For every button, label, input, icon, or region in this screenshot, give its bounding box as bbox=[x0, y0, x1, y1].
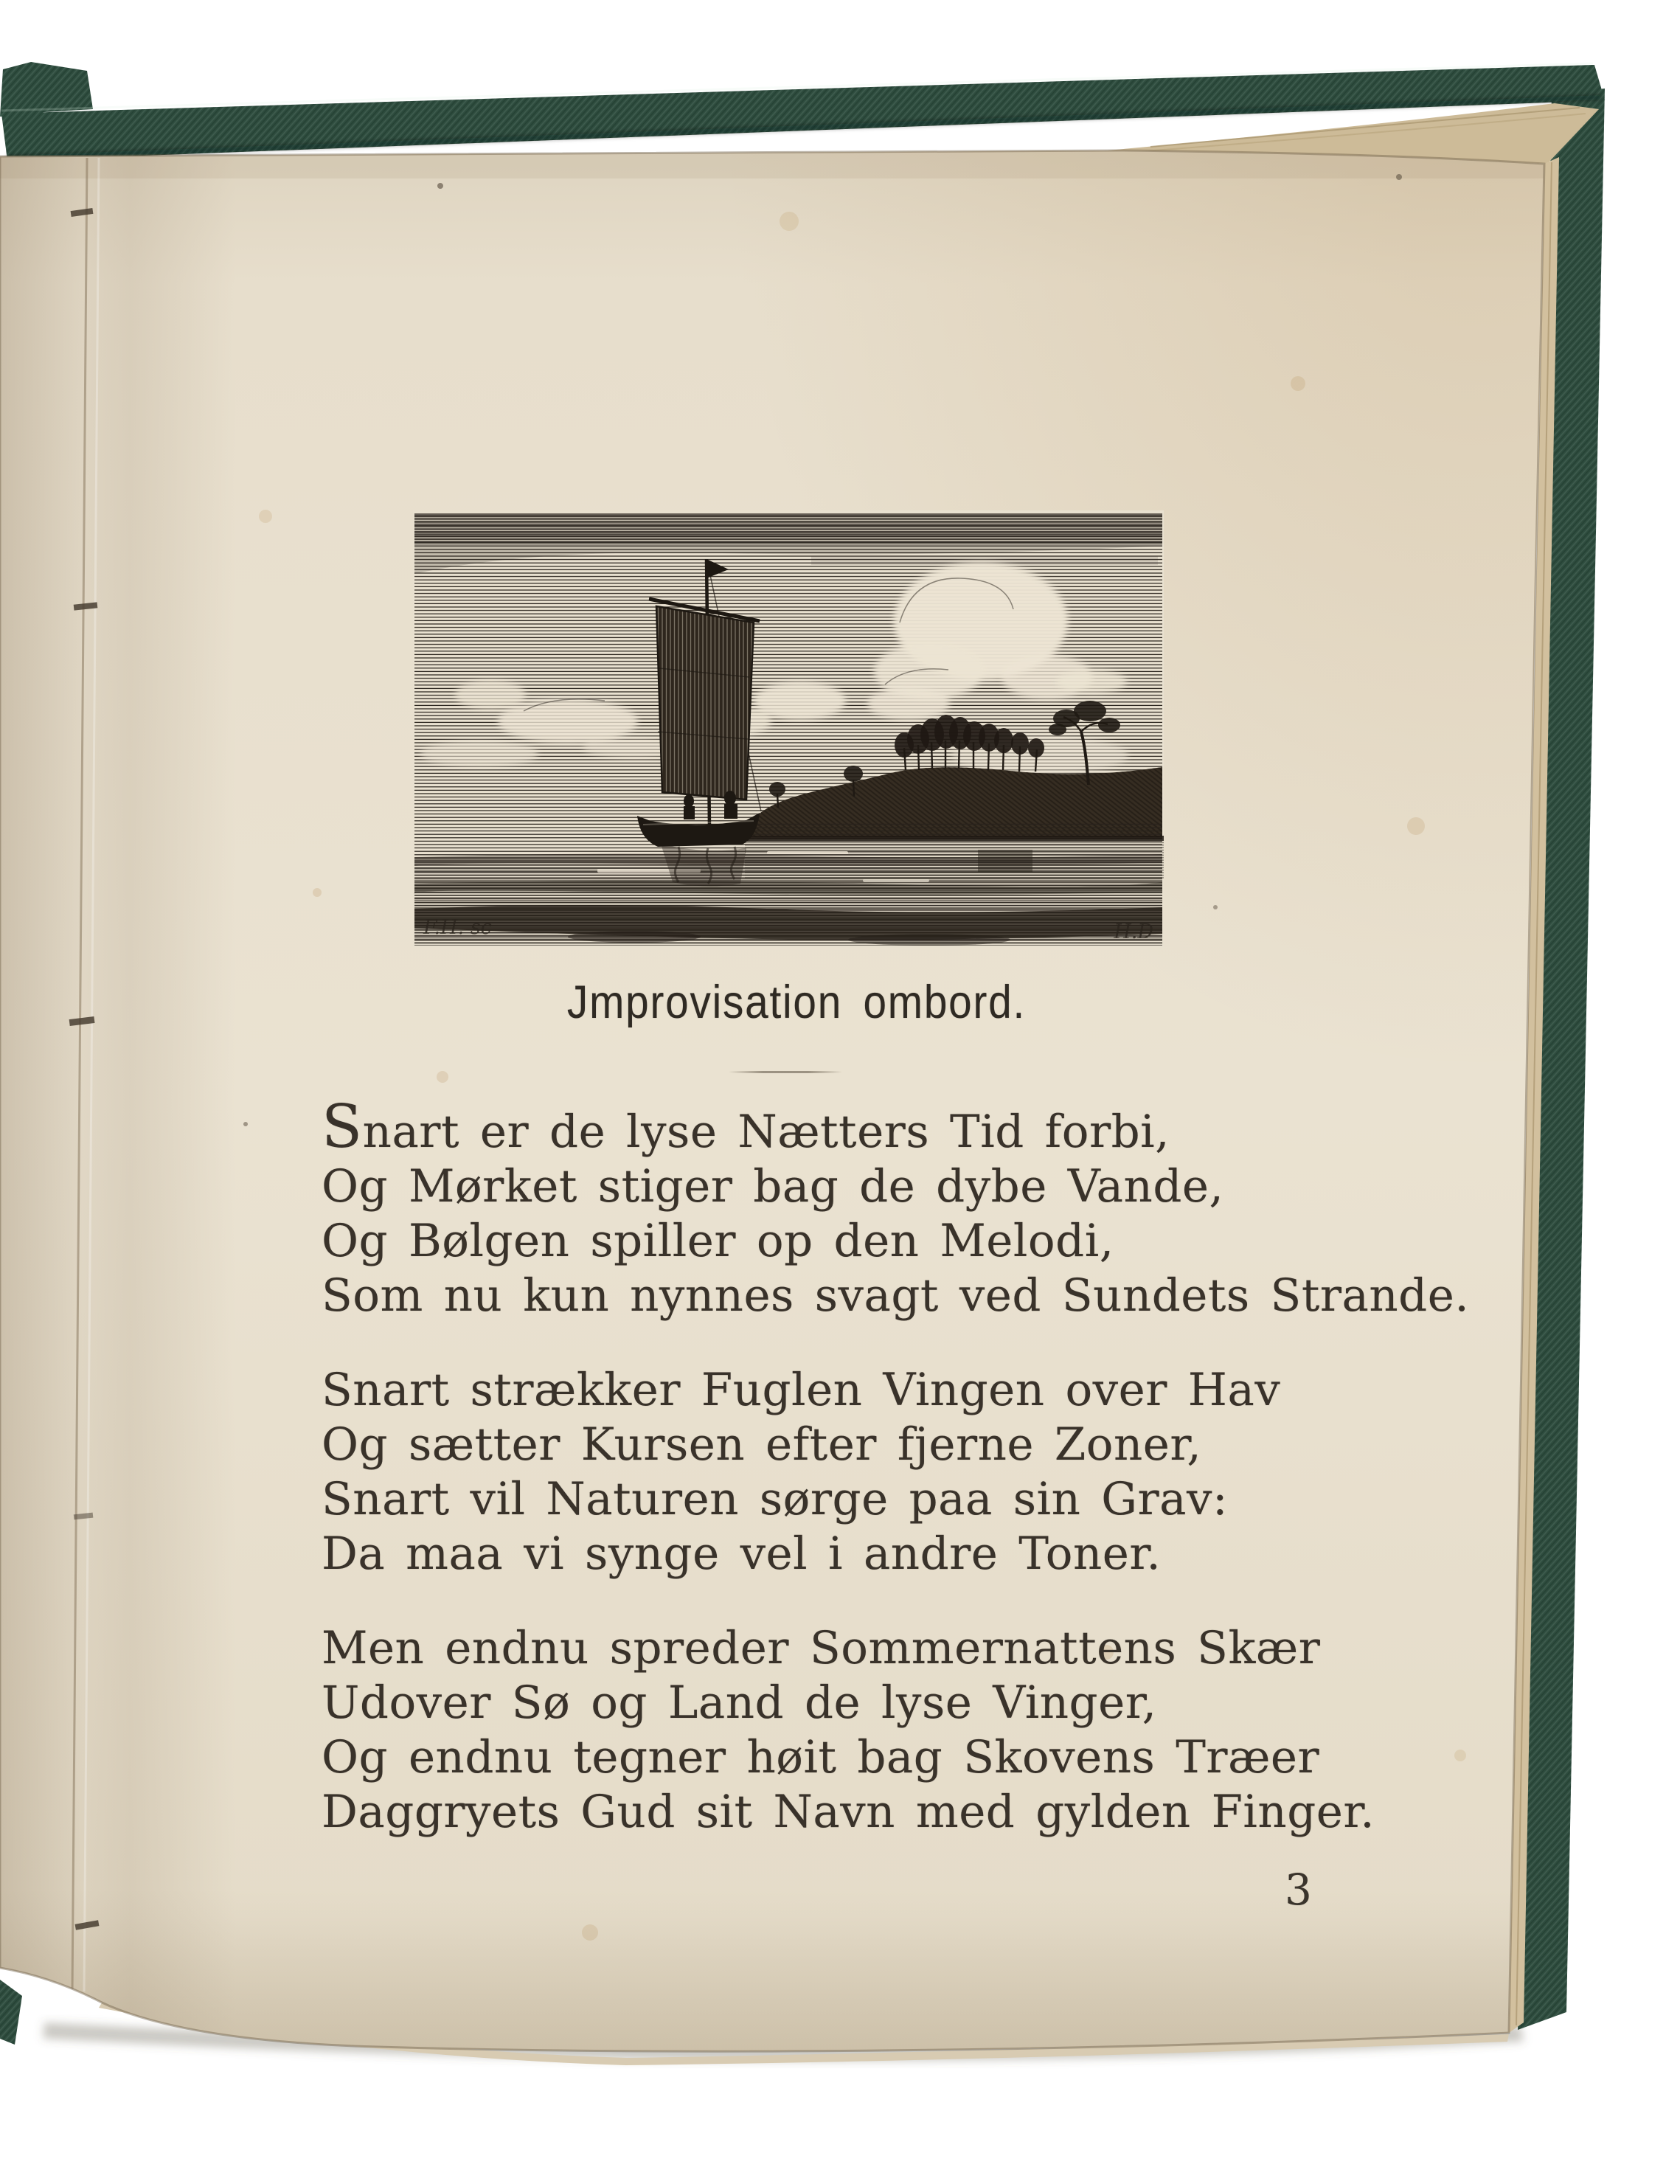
poem-stanza-3 bbox=[322, 1621, 1469, 1840]
boat-figure bbox=[684, 794, 694, 808]
boat-figure bbox=[724, 791, 736, 805]
poem-line: Og Bølgen spiller op den Melodi, bbox=[322, 1215, 1114, 1267]
poem-stanza-2 bbox=[322, 1363, 1469, 1581]
title-divider bbox=[729, 1071, 842, 1073]
engraving-illustration bbox=[413, 510, 1164, 948]
poem-line: Men endnu spreder Sommernattens Skær bbox=[322, 1622, 1321, 1674]
poem-line: Da maa vi synge vel i andre Toner. bbox=[322, 1528, 1162, 1580]
poem-line: Og Mørket stiger bag de dybe Vande, bbox=[322, 1160, 1224, 1213]
poem-line: Snart er de lyse Nætters Tid forbi, bbox=[322, 1092, 1170, 1161]
poem bbox=[322, 1092, 1470, 1879]
poem-line: Og sætter Kursen efter fjerne Zoner, bbox=[322, 1418, 1202, 1471]
poem-line: Snart vil Naturen sørge paa sin Grav: bbox=[322, 1473, 1229, 1525]
poem-line: Snart strækker Fuglen Vingen over Hav bbox=[322, 1364, 1281, 1416]
poem-line: Daggryets Gud sit Navn med gylden Finger. bbox=[322, 1786, 1375, 1838]
artist-monogram: H.D bbox=[1114, 921, 1153, 943]
engraver-signature: F.H. sc bbox=[423, 916, 492, 939]
poem-line: Og endnu tegner høit bag Skovens Træer bbox=[322, 1731, 1320, 1783]
poem-title: Jmprovisation ombord. bbox=[566, 977, 1027, 1028]
poem-stanza-1 bbox=[322, 1092, 1470, 1323]
water bbox=[414, 823, 1164, 946]
poem-line: Som nu kun nynnes svagt ved Sundets Strande. bbox=[322, 1269, 1470, 1322]
page-number: 3 bbox=[1285, 1865, 1312, 1915]
poem-line: Udover Sø og Land de lyse Vinger, bbox=[322, 1677, 1157, 1729]
boat-reflection bbox=[661, 844, 746, 887]
